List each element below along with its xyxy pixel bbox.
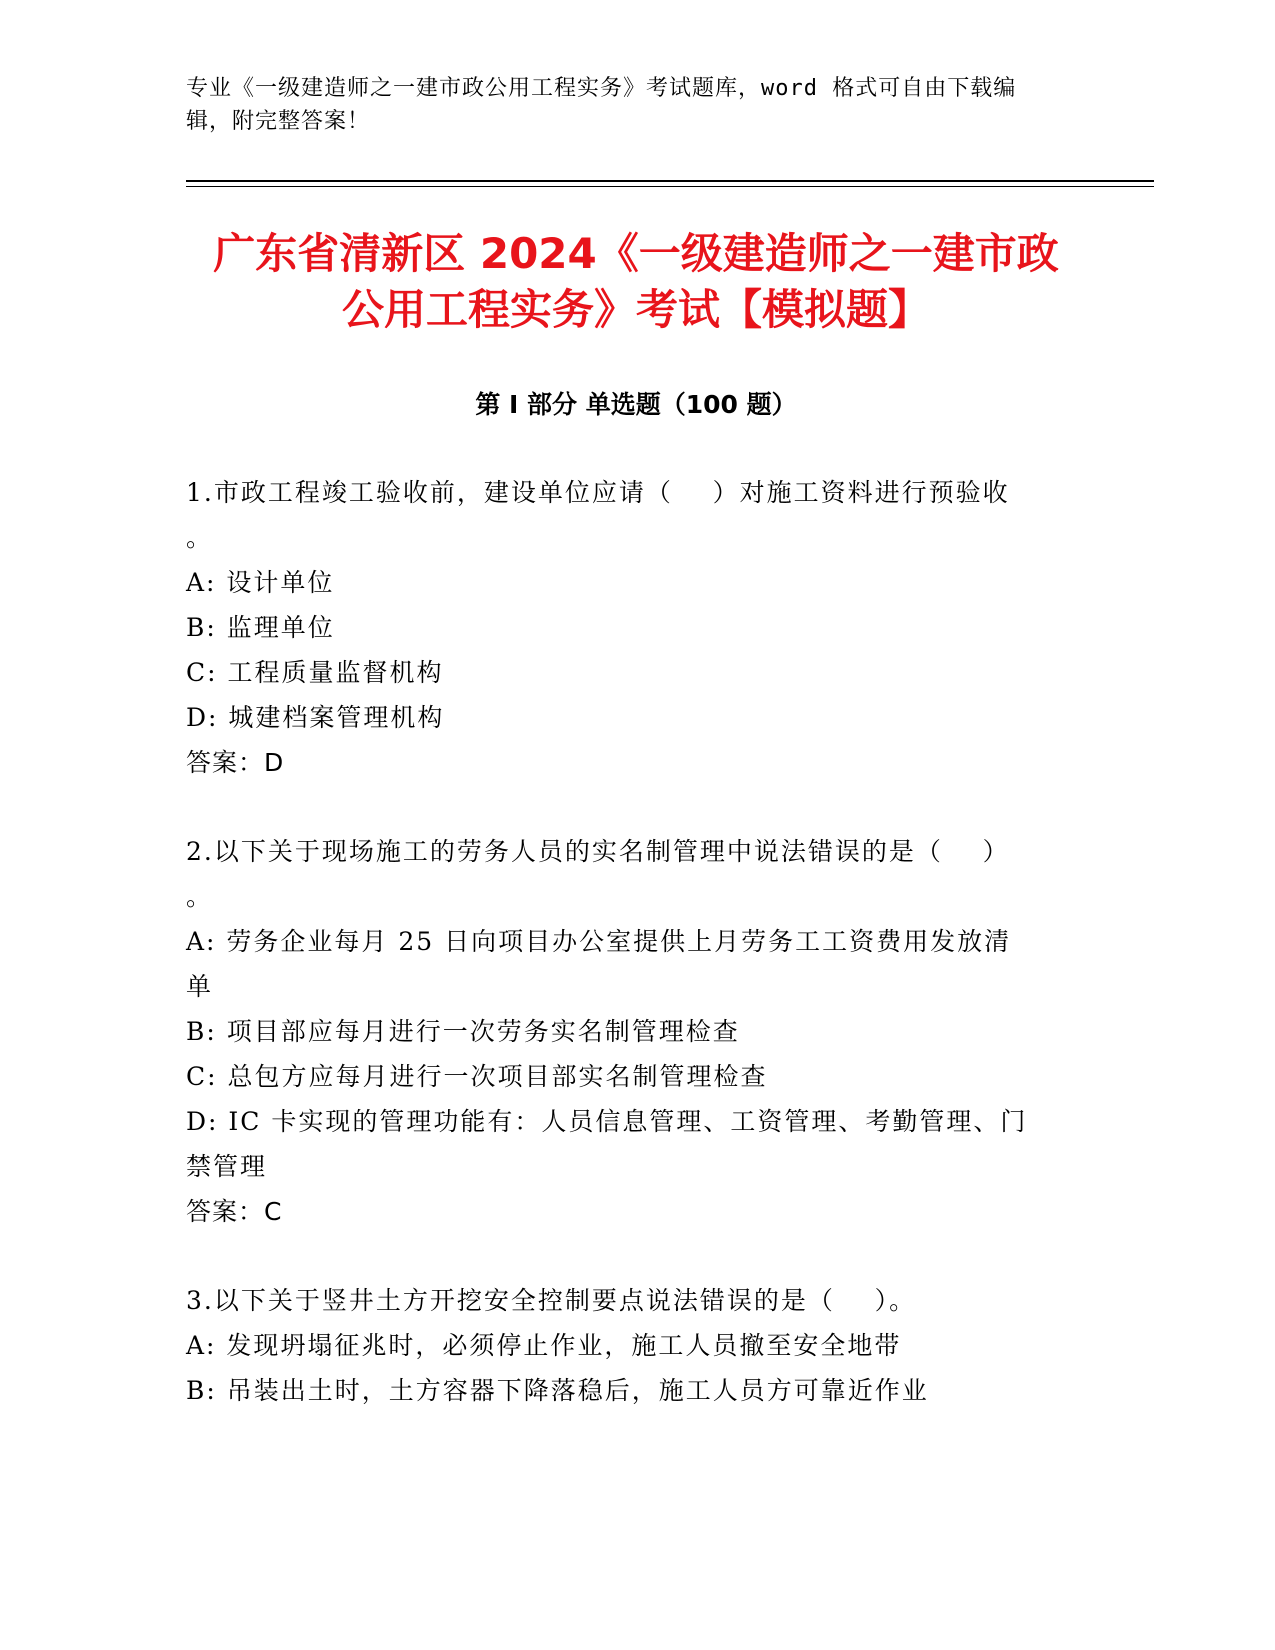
header-note [186,72,1086,138]
question-1 [186,470,1086,785]
document-title-line-1: 广东省清新区 2024《一级建造师之一建市政 [213,229,1059,278]
option-a: A: 发现坍塌征兆时，必须停止作业，施工人员撤至安全地带 [186,1331,902,1360]
option-b: B: 监理单位 [186,613,335,642]
section-heading: 第 I 部分 单选题（100 题） [475,390,797,419]
option-a: A: 劳务企业每月 25 日向项目办公室提供上月劳务工工资费用发放清 [186,927,1012,956]
header-note-line-1: 专业《一级建造师之一建市政公用工程实务》考试题库，word 格式可自由下载编 [186,76,1017,101]
question-stem-line: 2.以下关于现场施工的劳务人员的实名制管理中说法错误的是（ ） [186,837,1010,866]
question-stem-line: 1.市政工程竣工验收前，建设单位应请（ ）对施工资料进行预验收 [186,478,1010,507]
question-3 [186,1278,1086,1413]
answer: 答案：D [186,748,285,777]
option-c: C: 工程质量监督机构 [186,658,444,687]
header-divider-thick [186,180,1154,182]
question-stem-line: 。 [186,523,214,552]
option-c: C: 总包方应每月进行一次项目部实名制管理检查 [186,1062,768,1091]
question-list [186,470,1086,1457]
document-title-line-2: 公用工程实务》考试【模拟题】 [341,285,930,334]
option-a: A: 设计单位 [186,568,335,597]
question-stem-line: 。 [186,882,214,911]
answer: 答案：C [186,1197,283,1226]
question-stem-line: 3.以下关于竖井土方开挖安全控制要点说法错误的是（ ）。 [186,1286,917,1315]
option-d: D: IC 卡实现的管理功能有：人员信息管理、工资管理、考勤管理、门 [186,1107,1028,1136]
header-note-line-2: 辑，附完整答案！ [186,109,371,134]
document-title [186,226,1086,338]
header-divider-thin [186,186,1154,187]
option-b: B: 项目部应每月进行一次劳务实名制管理检查 [186,1017,740,1046]
option-b: B: 吊装出土时，土方容器下降落稳后，施工人员方可靠近作业 [186,1376,929,1405]
question-2 [186,829,1086,1234]
option-d: D: 城建档案管理机构 [186,703,445,732]
option-d-continued: 禁管理 [186,1152,268,1181]
option-a-continued: 单 [186,972,214,1001]
